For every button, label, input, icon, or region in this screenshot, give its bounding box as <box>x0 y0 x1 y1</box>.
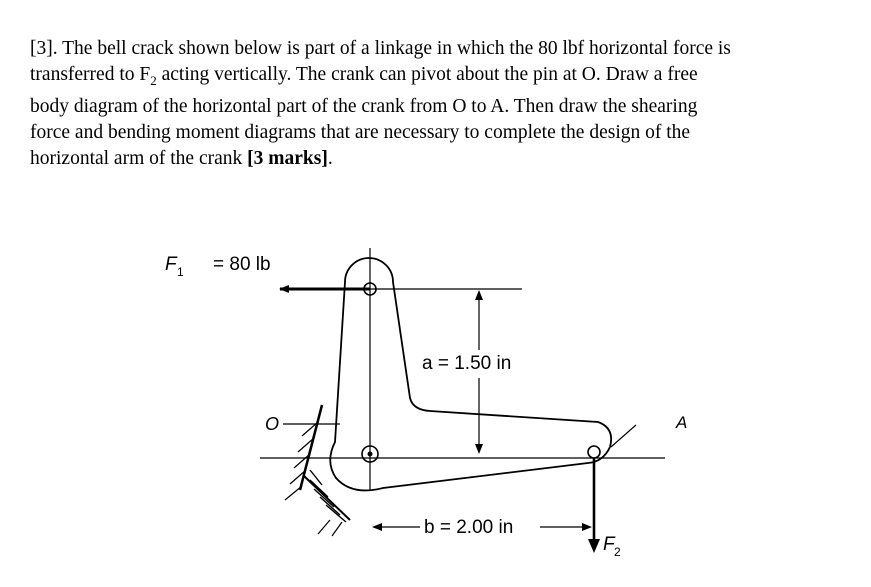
dimension-a-label: a = 1.50 in <box>422 353 512 374</box>
f2-subscript: 2 <box>614 545 621 559</box>
ground-support <box>285 405 350 536</box>
dimension-a-arrow-bottom <box>475 444 483 454</box>
pivot-pin-o-center <box>368 452 373 457</box>
problem-line-1: [3]. The bell crack shown below is part of a linkage in which the 80 lbf horizontal force is <box>30 38 731 59</box>
dimension-b-arrow-right <box>582 523 592 531</box>
problem-line-2-end: acting vertically. The crank can pivot about the pin at O. Draw a free <box>156 64 698 85</box>
dimension-a-arrow-top <box>475 290 483 300</box>
label-a: A <box>676 413 688 432</box>
problem-line-5-end: . <box>327 147 333 169</box>
label-a-leader <box>611 425 636 447</box>
dimension-b-arrow-left <box>372 523 382 531</box>
problem-line-4: force and bending moment diagrams that are necessary to complete the design of the <box>30 121 691 143</box>
f1-subscript: 1 <box>177 265 184 279</box>
pin-a <box>588 446 600 458</box>
dimension-b-label: b = 2.00 in <box>424 517 514 538</box>
f1-symbol: F <box>165 254 177 275</box>
problem-marks: [3 marks] <box>247 147 328 169</box>
label-o: O <box>265 414 280 434</box>
f1-value: = 80 lb <box>213 254 271 275</box>
problem-f2-subscript: 2 <box>150 72 157 88</box>
problem-line-5-start: horizontal arm of the crank <box>30 147 248 169</box>
f2-arrow-head <box>588 539 600 553</box>
problem-line-2-start: transferred to F <box>30 64 151 85</box>
problem-line-3: body diagram of the horizontal part of the crank from O to A. Then draw the shearing <box>30 95 698 117</box>
f2-symbol: F <box>603 534 615 555</box>
